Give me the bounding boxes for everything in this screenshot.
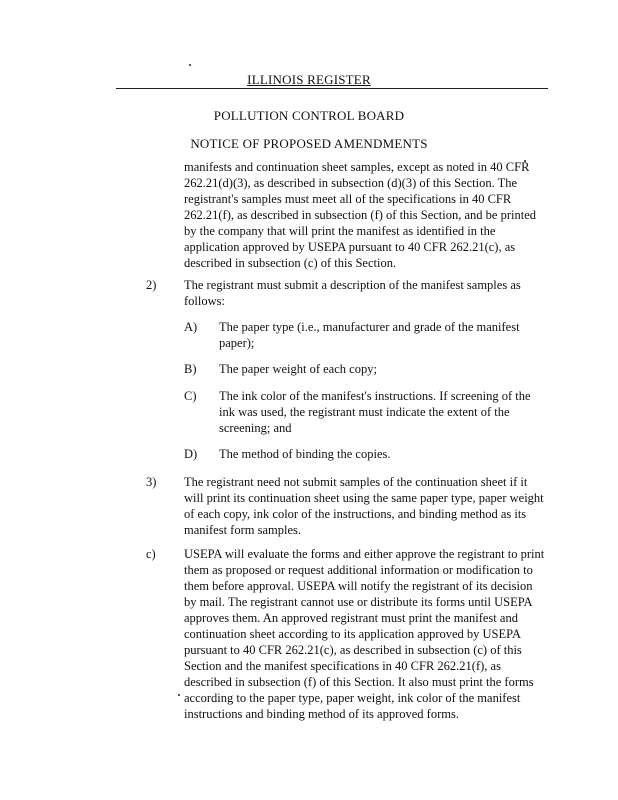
- scan-speck: [189, 64, 191, 66]
- continuation-paragraph: manifests and continuation sheet samples, except as noted in 40 CFR 262.21(d)(3), as described in subsection (d)(3) of this Section. The registrant's samples must meet all of the specifications in 40 CFR 262.21(f), as described in subsection (f) of this Section, and be printed by the company that will print the manifest as identified in the application approved by USEPA pursuant to 40 CFR 262.21(c), as described in subsection (c) of this Section.: [184, 160, 536, 270]
- item-2-label: 2): [146, 278, 157, 292]
- subitem-c-label: C): [184, 389, 197, 403]
- subitem-b-text: The paper weight of each copy;: [219, 362, 377, 376]
- header-rule: [116, 88, 548, 89]
- register-title: ILLINOIS REGISTER: [247, 72, 371, 87]
- item-c-label: c): [146, 547, 156, 561]
- agency-name: POLLUTION CONTROL BOARD: [213, 108, 405, 123]
- subitem-b-label: B): [184, 362, 197, 376]
- subitem-a-label: A): [184, 320, 198, 334]
- subitem-a-text: The paper type (i.e., manufacturer and grade of the manifest paper);: [219, 320, 520, 350]
- subitem-d-label: D): [184, 447, 198, 461]
- item-3-text: The registrant need not submit samples of the continuation sheet if it will print its continuation sheet using the same paper type, paper weight of each copy, ink color of the instructions, and binding method as its manifest form samples.: [184, 475, 544, 537]
- subitem-d-text: The method of binding the copies.: [219, 447, 391, 461]
- notice-title: NOTICE OF PROPOSED AMENDMENTS: [190, 136, 428, 151]
- scan-speck: [178, 694, 180, 696]
- subitem-c-text: The ink color of the manifest's instructions. If screening of the ink was used, the registrant must indicate the extent of the screening; and: [219, 389, 531, 435]
- item-3-label: 3): [146, 475, 157, 489]
- item-2-text: The registrant must submit a description of the manifest samples as follows:: [184, 278, 521, 308]
- item-c-text: USEPA will evaluate the forms and either approve the registrant to print them as proposed or request additional information or modification to them before approval. USEPA will notify the registrant of its decision by mail. The registrant cannot use or distribute its forms until USEPA approves them. An approved registrant must print the manifest and continuation sheet according to its application approved by USEPA pursuant to 40 CFR 262.21(c), as described in subsection (c) of this Section and the manifest specifications in 40 CFR 262.21(f), as described in subsection (f) of this Section. It also must print the forms according to the paper type, paper weight, ink color of the manifest instructions and binding method of its approved forms.: [184, 547, 545, 721]
